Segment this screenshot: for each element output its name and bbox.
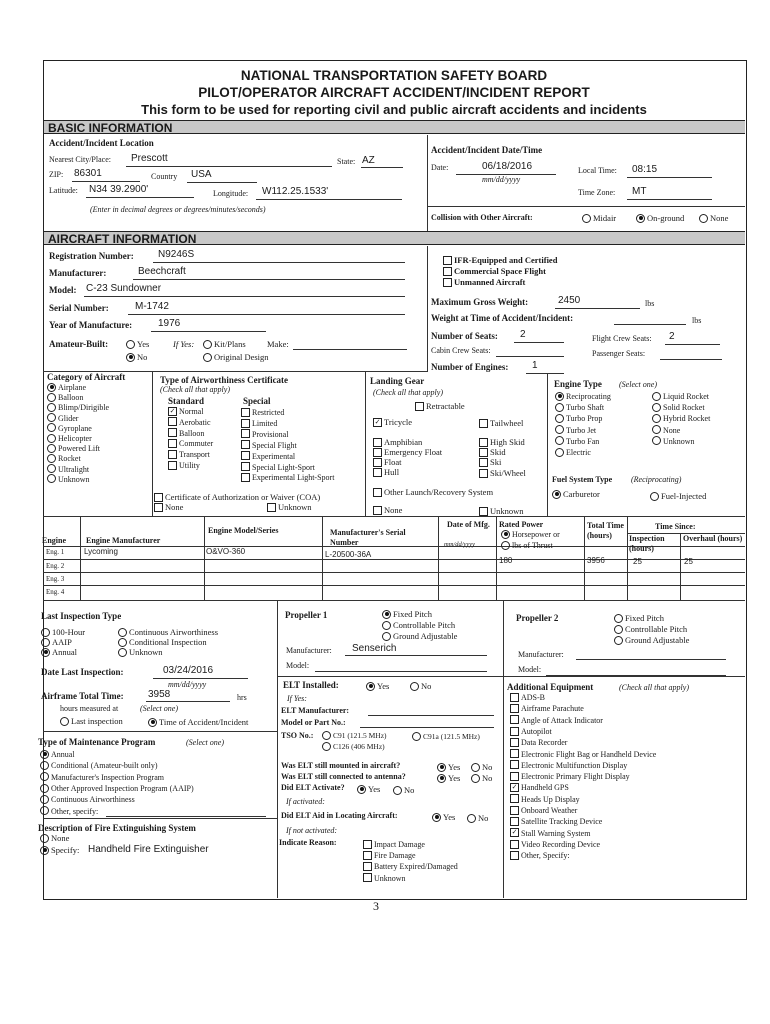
elt-activate-no-radio[interactable]: No bbox=[393, 785, 414, 796]
fuel-injected-radio[interactable]: Fuel-Injected bbox=[650, 491, 706, 502]
special-special-flight[interactable]: Special Flight bbox=[241, 441, 297, 451]
date-field[interactable]: 06/18/2016 bbox=[482, 161, 533, 172]
airworthiness-unknown-checkbox[interactable]: Unknown bbox=[267, 502, 312, 513]
airframe-time-field[interactable]: 3958 bbox=[148, 689, 171, 700]
state-field[interactable]: AZ bbox=[362, 155, 375, 166]
engine-type-heading: Engine Type bbox=[554, 379, 602, 389]
total-time-col-header: Total Time (hours) bbox=[587, 521, 624, 540]
serial-field[interactable]: M-1742 bbox=[135, 301, 169, 312]
engine1-serial[interactable]: L-20500-36A bbox=[325, 550, 372, 559]
prop1-fixed-pitch-radio[interactable]: Fixed Pitch bbox=[382, 609, 432, 620]
manufacturer-label: Manufacturer: bbox=[49, 268, 107, 278]
year-label: Year of Manufacture: bbox=[49, 320, 133, 330]
inspection-unknown-radio[interactable]: Unknown bbox=[118, 647, 163, 658]
elt-mounted-no-radio[interactable]: No bbox=[471, 762, 492, 773]
prop2-manufacturer-label: Manufacturer: bbox=[518, 650, 564, 659]
rated-power-col-header: Rated Power bbox=[499, 520, 544, 529]
elt-reason-unknown[interactable]: Unknown bbox=[363, 874, 406, 884]
fire-none-radio[interactable]: None bbox=[40, 833, 69, 844]
inspection-aaip-radio[interactable]: AAIP bbox=[41, 637, 72, 648]
category-airplane[interactable]: Airplane bbox=[47, 383, 86, 393]
equipment-airframe-parachute[interactable]: Airframe Parachute bbox=[510, 704, 584, 714]
category-balloon[interactable]: Balloon bbox=[47, 393, 83, 403]
elt-aid-yes-radio[interactable]: Yes bbox=[432, 812, 455, 823]
lbs-unit-2: lbs bbox=[692, 316, 702, 325]
engine-type-note: (Select one) bbox=[619, 380, 657, 389]
airworthiness-none-checkbox[interactable]: None bbox=[154, 502, 183, 513]
date-mfg-col-header: Date of Mfg. bbox=[447, 520, 490, 529]
city-field[interactable]: Prescott bbox=[131, 153, 168, 164]
elt-if-not-activated-label: If not activated: bbox=[286, 826, 338, 835]
form-title-report: PILOT/OPERATOR AIRCRAFT ACCIDENT/INCIDENT REPORT bbox=[198, 85, 590, 100]
ski-checkbox[interactable]: Ski bbox=[479, 457, 501, 468]
standard-utility[interactable]: Utility bbox=[168, 461, 200, 471]
ski-wheel-checkbox[interactable]: Ski/Wheel bbox=[479, 468, 526, 479]
additional-equipment-note: (Check all that apply) bbox=[619, 683, 689, 692]
maintenance-manufacturer-s-inspection-program[interactable]: Manufacturer's Inspection Program bbox=[40, 773, 164, 783]
date-last-inspection-label: Date Last Inspection: bbox=[41, 667, 124, 677]
engines-count-field[interactable]: 1 bbox=[532, 360, 538, 371]
category-gyroplane[interactable]: Gyroplane bbox=[47, 424, 92, 434]
equipment-electronic-multifunction-display[interactable]: Electronic Multifunction Display bbox=[510, 761, 627, 771]
engine-row-label: Eng. 3 bbox=[46, 575, 65, 583]
elt-reason-label: Indicate Reason: bbox=[279, 838, 337, 847]
flight-crew-label: Flight Crew Seats: bbox=[592, 334, 652, 343]
prop1-model-label: Model: bbox=[286, 661, 310, 670]
carburetor-radio[interactable]: Carburetor bbox=[552, 489, 600, 500]
commercial-space-checkbox[interactable]: Commercial Space Flight bbox=[443, 266, 546, 277]
latitude-label: Latitude: bbox=[49, 186, 78, 195]
make-label: Make: bbox=[267, 339, 289, 349]
equipment-stall-warning-system[interactable]: ✓ Stall Warning System bbox=[511, 828, 591, 838]
retractable-checkbox[interactable]: Retractable bbox=[415, 401, 465, 412]
hours-measured-label: hours measured at bbox=[60, 704, 119, 713]
inspection-conditional-radio[interactable]: Conditional Inspection bbox=[118, 637, 207, 648]
standard-balloon[interactable]: Balloon bbox=[168, 429, 204, 439]
other-launch-checkbox[interactable]: Other Launch/Recovery System bbox=[373, 487, 493, 498]
collision-label: Collision with Other Aircraft: bbox=[431, 213, 533, 222]
engine1-total-time[interactable]: 3956 bbox=[587, 556, 605, 565]
engine-type-liquid-rocket[interactable]: Liquid Rocket bbox=[652, 392, 709, 402]
elt-reason-fire-damage[interactable]: Fire Damage bbox=[363, 851, 416, 861]
equipment-handheld-gps[interactable]: ✓ Handheld GPS bbox=[511, 783, 569, 793]
amphibian-checkbox[interactable]: Amphibian bbox=[373, 437, 422, 448]
elt-tso-label: TSO No.: bbox=[281, 731, 314, 740]
year-field[interactable]: 1976 bbox=[158, 318, 181, 329]
landing-gear-heading: Landing Gear bbox=[370, 376, 425, 386]
engine1-manufacturer[interactable]: Lycoming bbox=[84, 547, 118, 556]
elt-mounted-label: Was ELT still mounted in aircraft? bbox=[281, 761, 401, 770]
model-label: Model: bbox=[49, 285, 77, 295]
engine-col-header: Engine bbox=[42, 536, 67, 545]
model-field[interactable]: C-23 Sundowner bbox=[86, 283, 162, 294]
engine-row-label: Eng. 1 bbox=[46, 548, 65, 556]
engine1-power[interactable]: 180 bbox=[499, 556, 513, 565]
elt-installed-label: ELT Installed: bbox=[283, 680, 339, 690]
equipment-other-specify[interactable]: Other, Specify: bbox=[510, 851, 570, 861]
skid-checkbox[interactable]: Skid bbox=[479, 447, 506, 458]
inspection-date-format: mm/dd/yyyy bbox=[168, 680, 207, 689]
elt-connected-yes-radio[interactable]: Yes bbox=[437, 773, 460, 784]
tricycle-checkbox[interactable]: ✓ Tricycle bbox=[374, 417, 413, 427]
engine1-inspection[interactable]: 25 bbox=[633, 557, 642, 566]
latitude-field[interactable]: N34 39.2900' bbox=[89, 184, 149, 195]
high-skid-checkbox[interactable]: High Skid bbox=[479, 437, 525, 448]
prop1-manufacturer-field[interactable]: Senserich bbox=[352, 643, 397, 654]
city-label: Nearest City/Place: bbox=[49, 155, 111, 164]
elt-manufacturer-label: ELT Manufacturer: bbox=[281, 706, 350, 715]
engine-serial-col-header: Manufacturer's Serial Number bbox=[330, 528, 406, 547]
equipment-autopilot[interactable]: Autopilot bbox=[510, 727, 552, 737]
engine-type-hybrid-rocket[interactable]: Hybrid Rocket bbox=[652, 414, 710, 424]
overhaul-hours-col-header: Overhaul (hours) bbox=[683, 534, 743, 543]
elt-if-activated-label: If activated: bbox=[286, 797, 325, 806]
engine-mfr-col-header: Engine Manufacturer bbox=[86, 536, 161, 545]
engine-type-none[interactable]: None bbox=[652, 426, 680, 436]
airframe-time-label: Airframe Total Time: bbox=[41, 691, 124, 701]
ifr-checkbox[interactable]: IFR-Equipped and Certified bbox=[443, 255, 557, 266]
prop2-fixed-pitch-radio[interactable]: Fixed Pitch bbox=[614, 613, 664, 624]
landing-none-checkbox[interactable]: None bbox=[373, 505, 402, 516]
elt-c91a-radio[interactable]: C91a (121.5 MHz) bbox=[412, 732, 480, 742]
propeller1-heading: Propeller 1 bbox=[285, 610, 328, 620]
country-label: Country bbox=[151, 172, 178, 181]
prop2-ground-adjustable-radio[interactable]: Ground Adjustable bbox=[614, 635, 689, 646]
fuel-system-note: (Reciprocating) bbox=[631, 475, 682, 484]
weight-at-accident-label: Weight at Time of Accident/Incident: bbox=[431, 313, 574, 323]
maintenance-other-approved-inspection-program-aaip[interactable]: Other Approved Inspection Program (AAIP) bbox=[40, 784, 194, 794]
engines-count-label: Number of Engines: bbox=[431, 362, 509, 372]
amateur-yes-radio[interactable]: Yes bbox=[126, 339, 149, 350]
special-special-light-sport[interactable]: Special Light-Sport bbox=[241, 463, 315, 473]
special-experimental[interactable]: Experimental bbox=[241, 452, 295, 462]
prop2-controllable-radio[interactable]: Controllable Pitch bbox=[614, 624, 687, 635]
amateur-built-label: Amateur-Built: bbox=[49, 339, 109, 349]
elt-if-yes-label: If Yes: bbox=[287, 694, 307, 703]
engine-type-turbo-prop[interactable]: Turbo Prop bbox=[555, 414, 602, 424]
zip-field[interactable]: 86301 bbox=[74, 168, 102, 179]
elt-c126-radio[interactable]: C126 (406 MHz) bbox=[322, 742, 385, 752]
passenger-seats-label: Passenger Seats: bbox=[592, 349, 646, 358]
engine-model-col-header: Engine Model/Series bbox=[208, 526, 279, 535]
additional-equipment-heading: Additional Equipment bbox=[507, 682, 594, 692]
maintenance-conditional-amateur-built-only[interactable]: Conditional (Amateur-built only) bbox=[40, 761, 158, 771]
last-inspection-radio[interactable]: Last inspection bbox=[60, 716, 123, 727]
date-mfg-format: mm/dd/yyyy bbox=[444, 541, 476, 548]
longitude-label: Longitude: bbox=[213, 189, 249, 198]
fire-specify-field[interactable]: Handheld Fire Extinguisher bbox=[88, 844, 209, 855]
maintenance-other-specify[interactable]: Other, specify: bbox=[40, 807, 98, 817]
standard-commuter[interactable]: Commuter bbox=[168, 439, 213, 449]
equipment-satellite-tracking-device[interactable]: Satellite Tracking Device bbox=[510, 817, 602, 827]
collision-none-radio[interactable]: None bbox=[699, 213, 728, 224]
engine-type-turbo-jet[interactable]: Turbo Jet bbox=[555, 426, 596, 436]
kit-plans-radio[interactable]: Kit/Plans bbox=[203, 339, 246, 350]
airworthiness-heading: Type of Airworthiness Certificate bbox=[160, 375, 289, 385]
coa-checkbox[interactable]: Certificate of Authorization or Waiver (COA) bbox=[154, 492, 320, 503]
category-unknown[interactable]: Unknown bbox=[47, 475, 90, 485]
prop1-controllable-radio[interactable]: Controllable Pitch bbox=[382, 620, 455, 631]
landing-gear-note: (Check all that apply) bbox=[373, 388, 443, 397]
hours-measured-note: (Select one) bbox=[140, 704, 178, 713]
equipment-data-recorder[interactable]: Data Recorder bbox=[510, 738, 567, 748]
prop2-model-label: Model: bbox=[518, 665, 542, 674]
date-format-hint: mm/dd/yyyy bbox=[482, 175, 521, 184]
equipment-onboard-weather[interactable]: Onboard Weather bbox=[510, 806, 577, 816]
engine-type-solid-rocket[interactable]: Solid Rocket bbox=[652, 403, 705, 413]
special-restricted[interactable]: Restricted bbox=[241, 408, 284, 418]
time-of-accident-radio[interactable]: Time of Accident/Incident bbox=[148, 717, 248, 728]
fire-extinguishing-heading: Description of Fire Extinguishing System bbox=[38, 823, 196, 833]
maintenance-program-note: (Select one) bbox=[186, 738, 224, 747]
category-blimp-dirigible[interactable]: Blimp/Dirigible bbox=[47, 403, 109, 413]
date-time-heading: Accident/Incident Date/Time bbox=[431, 145, 543, 155]
standard-aerobatic[interactable]: Aerobatic bbox=[168, 418, 211, 428]
category-rocket[interactable]: Rocket bbox=[47, 454, 81, 464]
special-provisional[interactable]: Provisional bbox=[241, 430, 288, 440]
thrust-radio[interactable]: lbs of Thrust bbox=[501, 541, 553, 551]
category-ultralight[interactable]: Ultralight bbox=[47, 465, 89, 475]
page-number: 3 bbox=[373, 899, 379, 913]
elt-model-label: Model or Part No.: bbox=[281, 718, 346, 727]
section-basic-information: BASIC INFORMATION bbox=[44, 120, 745, 134]
state-label: State: bbox=[337, 157, 356, 166]
manufacturer-field[interactable]: Beechcraft bbox=[138, 266, 186, 277]
special-experimental-light-sport[interactable]: Experimental Light-Sport bbox=[241, 473, 334, 483]
amateur-no-radio[interactable]: No bbox=[126, 352, 147, 363]
elt-c91-radio[interactable]: C91 (121.5 MHz) bbox=[322, 731, 387, 741]
elt-aid-label: Did ELT Aid in Locating Aircraft: bbox=[281, 811, 398, 820]
elt-installed-yes-radio[interactable]: Yes bbox=[366, 681, 389, 692]
equipment-angle-of-attack-indicator[interactable]: Angle of Attack Indicator bbox=[510, 716, 603, 726]
equipment-heads-up-display[interactable]: Heads Up Display bbox=[510, 795, 580, 805]
time-zone-label: Time Zone: bbox=[578, 188, 616, 197]
category-heading: Category of Aircraft bbox=[47, 372, 126, 382]
equipment-ads-b[interactable]: ADS-B bbox=[510, 693, 545, 703]
longitude-field[interactable]: W112.25.1533' bbox=[262, 186, 329, 197]
last-inspection-heading: Last Inspection Type bbox=[41, 611, 122, 621]
airworthiness-note: (Check all that apply) bbox=[160, 385, 230, 394]
category-glider[interactable]: Glider bbox=[47, 414, 78, 424]
engine-type-electric[interactable]: Electric bbox=[555, 448, 591, 458]
engine-row-label: Eng. 2 bbox=[46, 562, 65, 570]
inspection-annual-radio[interactable]: Annual bbox=[41, 647, 77, 658]
max-gross-weight-label: Maximum Gross Weight: bbox=[431, 297, 529, 307]
maintenance-continuous-airworthiness[interactable]: Continuous Airworthiness bbox=[40, 795, 135, 805]
divider bbox=[427, 135, 428, 231]
date-last-inspection-field[interactable]: 03/24/2016 bbox=[163, 665, 214, 676]
equipment-electronic-flight-bag-or-handheld-device[interactable]: Electronic Flight Bag or Handheld Device bbox=[510, 750, 656, 760]
form-subtitle: This form to be used for reporting civil and public aircraft accidents and incidents bbox=[141, 102, 647, 117]
collision-onground-radio[interactable]: On-ground bbox=[636, 213, 684, 224]
elt-mounted-yes-radio[interactable]: Yes bbox=[437, 762, 460, 773]
coordinate-note: (Enter in decimal degrees or degrees/minutes/seconds) bbox=[90, 205, 266, 214]
registration-label: Registration Number: bbox=[49, 251, 134, 261]
date-label: Date: bbox=[431, 163, 449, 172]
if-yes-label: If Yes: bbox=[173, 339, 195, 349]
category-powered-lift[interactable]: Powered Lift bbox=[47, 444, 100, 454]
inspection-continuous-radio[interactable]: Continuous Airworthiness bbox=[118, 627, 218, 638]
hull-checkbox[interactable]: Hull bbox=[373, 467, 399, 478]
float-checkbox[interactable]: Float bbox=[373, 457, 401, 468]
engine-type-unknown[interactable]: Unknown bbox=[652, 437, 695, 447]
country-field[interactable]: USA bbox=[191, 169, 212, 180]
cabin-crew-label: Cabin Crew Seats: bbox=[431, 346, 491, 355]
section-aircraft-information: AIRCRAFT INFORMATION bbox=[44, 231, 745, 245]
inspection-100hr-radio[interactable]: 100-Hour bbox=[41, 627, 85, 638]
engine-row-label: Eng. 4 bbox=[46, 588, 65, 596]
flight-crew-field[interactable]: 2 bbox=[669, 331, 675, 342]
elt-activate-yes-radio[interactable]: Yes bbox=[357, 784, 380, 795]
engine1-overhaul[interactable]: 25 bbox=[684, 557, 693, 566]
elt-activate-label: Did ELT Activate? bbox=[281, 783, 345, 792]
serial-label: Serial Number: bbox=[49, 303, 109, 313]
engine-type-turbo-fan[interactable]: Turbo Fan bbox=[555, 437, 599, 447]
unmanned-checkbox[interactable]: Unmanned Aircraft bbox=[443, 277, 525, 288]
fuel-system-label: Fuel System Type bbox=[552, 475, 613, 484]
form-title-agency: NATIONAL TRANSPORTATION SAFETY BOARD bbox=[240, 68, 548, 83]
tailwheel-checkbox[interactable]: Tailwheel bbox=[479, 418, 523, 429]
special-limited[interactable]: Limited bbox=[241, 419, 277, 429]
original-design-radio[interactable]: Original Design bbox=[203, 352, 269, 363]
hrs-unit: hrs bbox=[237, 693, 247, 702]
emergency-float-checkbox[interactable]: Emergency Float bbox=[373, 447, 442, 458]
max-gross-weight-field[interactable]: 2450 bbox=[558, 295, 581, 306]
seats-label: Number of Seats: bbox=[431, 331, 498, 341]
collision-midair-radio[interactable]: Midair bbox=[582, 213, 616, 224]
elt-reason-battery-expired-damaged[interactable]: Battery Expired/Damaged bbox=[363, 862, 458, 872]
standard-normal[interactable]: ✓ Normal bbox=[169, 406, 204, 416]
time-zone-field[interactable]: MT bbox=[632, 186, 647, 197]
elt-aid-no-radio[interactable]: No bbox=[467, 813, 488, 824]
location-heading: Accident/Incident Location bbox=[49, 138, 154, 148]
horsepower-radio[interactable]: Horsepower or bbox=[501, 530, 560, 540]
registration-field[interactable]: N9246S bbox=[158, 249, 195, 260]
landing-unknown-checkbox[interactable]: Unknown bbox=[479, 506, 524, 517]
local-time-field[interactable]: 08:15 bbox=[632, 164, 658, 175]
elt-installed-no-radio[interactable]: No bbox=[410, 681, 431, 692]
elt-connected-label: Was ELT still connected to antenna? bbox=[281, 772, 406, 781]
fire-specify-radio[interactable]: Specify: bbox=[40, 845, 79, 856]
engine1-model[interactable]: O&VO-360 bbox=[206, 547, 246, 556]
equipment-video-recording-device[interactable]: Video Recording Device bbox=[510, 840, 600, 850]
local-time-label: Local Time: bbox=[578, 166, 617, 175]
standard-heading: Standard bbox=[168, 396, 205, 406]
zip-label: ZIP: bbox=[49, 170, 64, 179]
engine-type-turbo-shaft[interactable]: Turbo Shaft bbox=[555, 403, 604, 413]
elt-reason-impact-damage[interactable]: Impact Damage bbox=[363, 840, 425, 850]
maintenance-annual[interactable]: Annual bbox=[40, 750, 75, 760]
elt-connected-no-radio[interactable]: No bbox=[471, 773, 492, 784]
inspection-hours-col-header: Inspection (hours) bbox=[629, 534, 665, 553]
seats-field[interactable]: 2 bbox=[520, 329, 526, 340]
category-helicopter[interactable]: Helicopter bbox=[47, 434, 92, 444]
time-since-header: Time Since: bbox=[655, 522, 696, 531]
propeller2-heading: Propeller 2 bbox=[516, 613, 559, 623]
lbs-unit: lbs bbox=[645, 299, 655, 308]
standard-transport[interactable]: Transport bbox=[168, 450, 210, 460]
prop1-manufacturer-label: Manufacturer: bbox=[286, 646, 332, 655]
engine-type-reciprocating[interactable]: Reciprocating bbox=[555, 392, 611, 402]
special-heading: Special bbox=[243, 396, 271, 406]
maintenance-program-heading: Type of Maintenance Program bbox=[38, 737, 156, 747]
prop1-ground-adjustable-radio[interactable]: Ground Adjustable bbox=[382, 631, 457, 642]
equipment-electronic-primary-flight-display[interactable]: Electronic Primary Flight Display bbox=[510, 772, 630, 782]
